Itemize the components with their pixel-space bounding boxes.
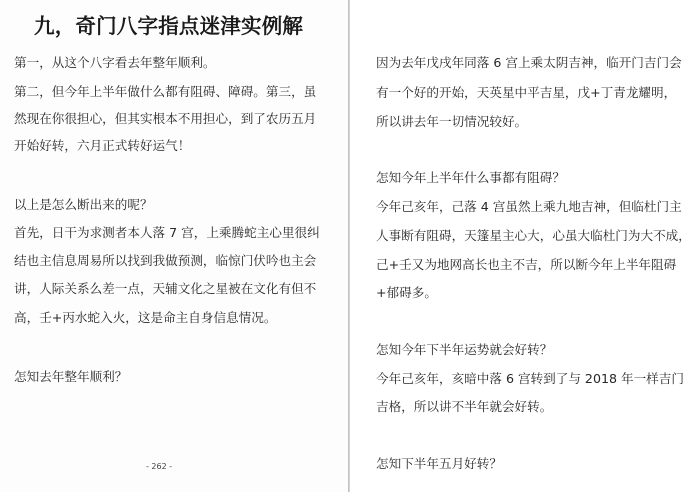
page-number: - 262 -	[146, 462, 173, 471]
text-line: 己+壬又为地网高长也主不吉，所以断今年上半年阻碍	[376, 257, 677, 272]
section-question: 怎知下半年五月好转？	[376, 456, 502, 471]
text-line: 人事断有阻碍，天篷星主心大，心虽大临杜门为大不成，	[376, 228, 691, 243]
section-question: 怎知今年下半年运势就会好转？	[376, 342, 553, 357]
text-line: 首先，日干为求测者本人落 7 宫，上乘腾蛇主心里很纠	[14, 225, 320, 240]
text-line: 所以讲去年一切情况较好。	[376, 114, 528, 129]
text-line: 有一个好的开始，天英星中平吉星，戊+丁青龙耀明，	[376, 85, 677, 100]
text-line: 开始好转，六月正式转好运气！	[14, 138, 191, 153]
text-line: 今年己亥年，己落 4 宫虽然上乘九地吉神，但临杜门主	[376, 199, 682, 214]
text-line: 结也主信息周易所以找到我做预测，临惊门伏吟也主会	[14, 253, 317, 268]
text-line: 第二，但今年上半年做什么都有阻碍、障碍。第三，虽	[14, 84, 317, 99]
right-page	[350, 0, 691, 492]
text-line: +郁碍多。	[376, 285, 437, 300]
text-line: 讲，人际关系么差一点，天辅文化之星被在文化有但不	[14, 281, 317, 296]
section-question: 怎知去年整年顺利？	[14, 369, 128, 384]
chapter-title: 九，奇门八字指点迷津实例解	[34, 14, 304, 38]
text-line: 吉格，所以讲不半年就会好转。	[376, 399, 553, 414]
text-line: 今年己亥年，亥暗中落 6 宫转到了与 2018 年一样吉门	[376, 371, 684, 386]
text-line: 高，壬+丙水蛇入火，这是命主自身信息情况。	[14, 310, 277, 325]
text-line: 因为去年戊戌年同落 6 宫上乘太阴吉神，临开门吉门会	[376, 55, 682, 70]
section-question: 以上是怎么断出来的呢？	[14, 197, 153, 212]
text-line: 第一，从这个八字看去年整年顺利。	[14, 55, 216, 70]
section-question: 怎知今年上半年什么事都有阻碍？	[376, 170, 565, 185]
text-line: 然现在你很担心，但其实根本不用担心，到了农历五月	[14, 111, 317, 126]
